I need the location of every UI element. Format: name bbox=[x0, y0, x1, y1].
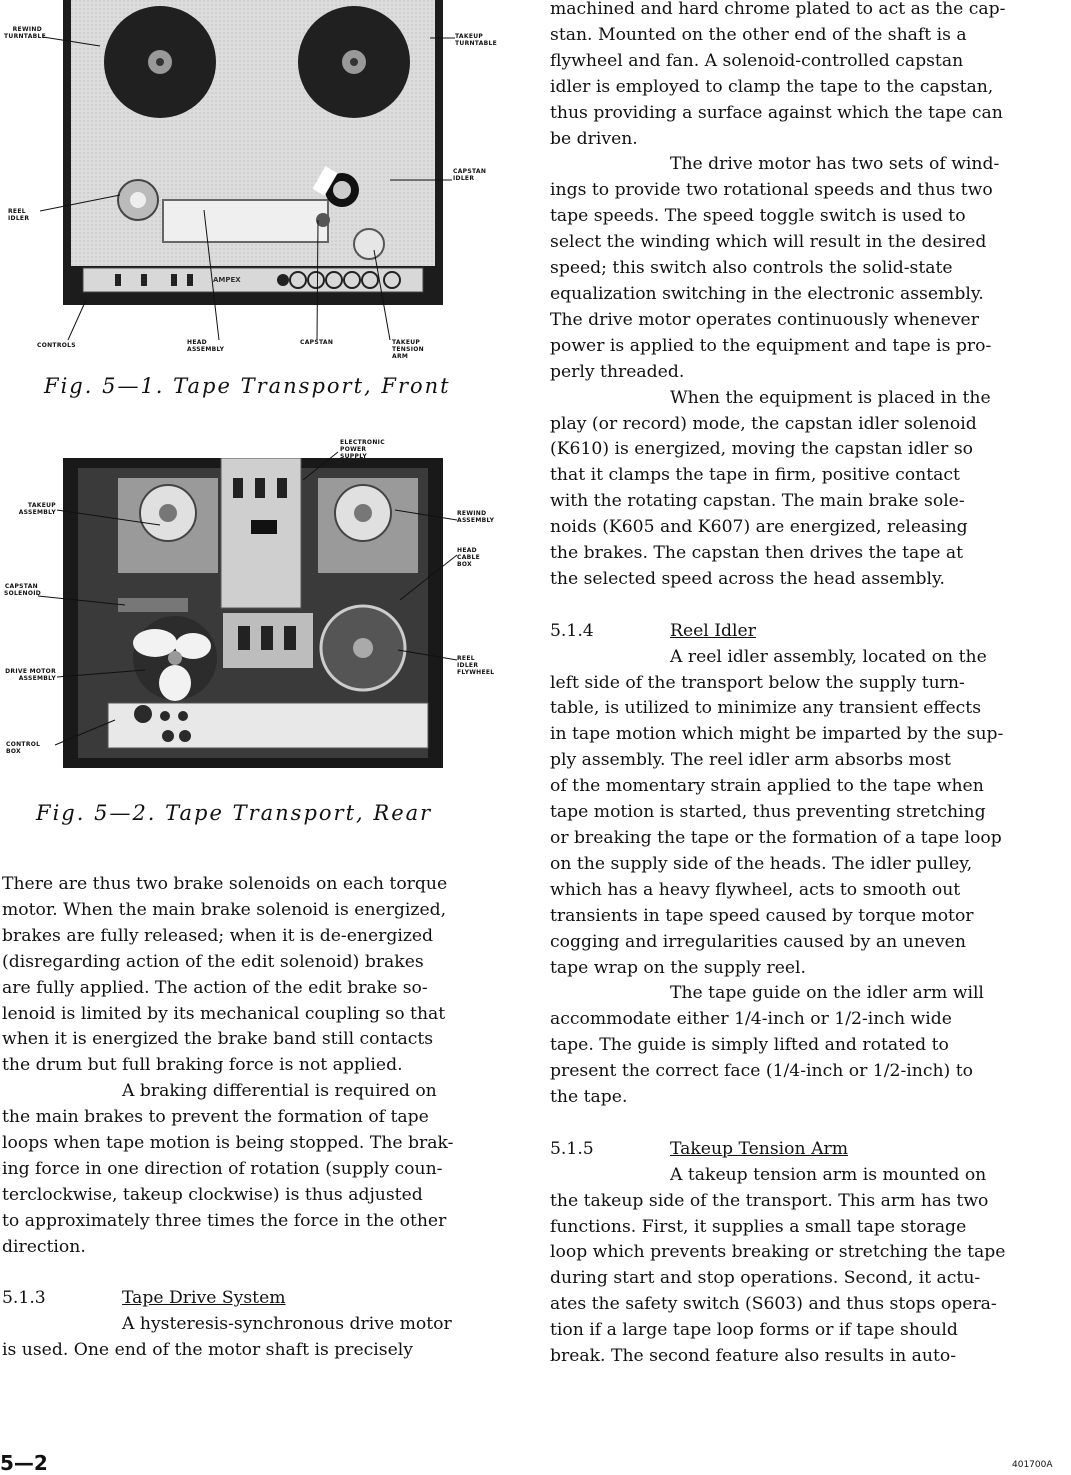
front-illustration bbox=[63, 0, 443, 305]
label-head-cable-box: HEAD CABLE BOX bbox=[457, 547, 481, 568]
document-number: 401700A bbox=[1012, 1460, 1053, 1470]
text-line: the takeup side of the transport. This arm has two bbox=[550, 1190, 989, 1211]
text-line: tape. The guide is simply lifted and rotated to bbox=[550, 1035, 949, 1056]
label-control-box: CONTROL BOX bbox=[6, 741, 41, 755]
text-line: thus providing a surface against which the tape can bbox=[550, 102, 1003, 123]
section-number: 5.1.5 bbox=[550, 1138, 594, 1159]
label-capstan-idler: CAPSTAN IDLER bbox=[453, 168, 487, 182]
label-drive-motor-assembly: DRIVE MOTOR ASSEMBLY bbox=[5, 668, 56, 682]
text-line: idler is employed to clamp the tape to the capstan, bbox=[550, 76, 994, 97]
text-line: the tape. bbox=[550, 1087, 628, 1108]
text-line: ing force in one direction of rotation (supply coun- bbox=[2, 1158, 443, 1179]
text-line: are fully applied. The action of the edit brake so- bbox=[2, 977, 428, 998]
text-line: or breaking the tape or the formation of a tape loop bbox=[550, 827, 1002, 848]
text-line: noids (K605 and K607) are energized, releasing bbox=[550, 517, 968, 538]
figure-rear-caption: Fig. 5—2. Tape Transport, Rear bbox=[36, 801, 433, 825]
text-line: break. The second feature also results in auto- bbox=[550, 1346, 957, 1367]
text-line: functions. First, it supplies a small tape storage bbox=[550, 1216, 967, 1237]
label-takeup-assembly: TAKEUP ASSEMBLY bbox=[18, 502, 56, 516]
label-rewind-turntable: REWIND TURNTABLE bbox=[4, 26, 47, 40]
label-head-assembly: HEAD ASSEMBLY bbox=[187, 339, 225, 353]
label-controls: CONTROLS bbox=[37, 342, 76, 349]
text-line: the selected speed across the head assembly. bbox=[550, 568, 945, 589]
text-line: left side of the transport below the supply turn- bbox=[550, 672, 965, 693]
section-heading-5-1-5 bbox=[550, 1137, 1006, 1163]
text-line: terclockwise, takeup clockwise) is thus adjusted bbox=[2, 1184, 423, 1205]
figure-front-caption: Fig. 5—1. Tape Transport, Front bbox=[44, 374, 451, 398]
section-title: Reel Idler bbox=[670, 620, 756, 641]
text-line: during start and stop operations. Second, it actu- bbox=[550, 1268, 981, 1289]
text-line: (K610) is energized, moving the capstan idler so bbox=[550, 439, 973, 460]
text-line: ates the safety switch (S603) and thus stops opera- bbox=[550, 1294, 997, 1315]
text-line: When the equipment is placed in the bbox=[670, 387, 991, 408]
label-electronic-power-supply: ELECTRONIC POWER SUPPLY bbox=[340, 439, 385, 460]
rear-illustration bbox=[63, 458, 443, 768]
section-title: Tape Drive System bbox=[122, 1288, 286, 1309]
text-line: tape motion is started, thus preventing stretching bbox=[550, 802, 986, 823]
text-line: table, is utilized to minimize any transient effects bbox=[550, 698, 982, 719]
text-line: A hysteresis-synchronous drive motor bbox=[122, 1314, 452, 1335]
label-rewind-assembly: REWIND ASSEMBLY bbox=[457, 510, 495, 524]
photo-tape-transport-front bbox=[63, 0, 443, 305]
text-line: There are thus two brake solenoids on each torque bbox=[2, 874, 448, 894]
text-line: be driven. bbox=[550, 128, 638, 149]
text-line: speed; this switch also controls the solid-state bbox=[550, 258, 953, 279]
text-line: A braking differential is required on bbox=[122, 1081, 437, 1102]
text-line: to approximately three times the force in the other bbox=[2, 1210, 447, 1231]
text-line: when it is energized the brake band still contacts bbox=[2, 1029, 434, 1050]
text-line: lenoid is limited by its mechanical coupling so that bbox=[2, 1003, 446, 1024]
text-line: accommodate either 1/4-inch or 1/2-inch wide bbox=[550, 1009, 952, 1030]
text-line: ings to provide two rotational speeds and thus two bbox=[550, 180, 993, 201]
section-heading-5-1-4 bbox=[550, 619, 1006, 645]
text-line: tion if a large tape loop forms or if tape should bbox=[550, 1320, 958, 1341]
text-line: tape speeds. The speed toggle switch is used to bbox=[550, 206, 966, 227]
text-line: A reel idler assembly, located on the bbox=[670, 646, 987, 667]
text-line: loops when tape motion is being stopped. The brak- bbox=[2, 1133, 454, 1154]
section-number: 5.1.4 bbox=[550, 620, 594, 641]
text-line: play (or record) mode, the capstan idler solenoid bbox=[550, 413, 977, 434]
label-capstan-solenoid: CAPSTAN SOLENOID bbox=[4, 583, 42, 597]
label-takeup-turntable: TAKEUP TURNTABLE bbox=[455, 33, 498, 47]
text-line: direction. bbox=[2, 1236, 86, 1257]
text-line: stan. Mounted on the other end of the shaft is a bbox=[550, 24, 967, 45]
label-reel-idler: REEL IDLER bbox=[8, 208, 30, 222]
text-line: of the momentary strain applied to the tape when bbox=[550, 776, 984, 797]
text-line: machined and hard chrome plated to act as the cap- bbox=[550, 0, 1006, 19]
text-line: with the rotating capstan. The main brake sole- bbox=[550, 491, 965, 512]
right-column bbox=[550, 0, 1006, 1370]
text-line: (disregarding action of the edit solenoid) brakes bbox=[2, 951, 424, 972]
text-line: on the supply side of the heads. The idler pulley, bbox=[550, 853, 973, 874]
text-line: in tape motion which might be imparted by the sup- bbox=[550, 724, 1004, 745]
text-line: transients in tape speed caused by torque motor bbox=[550, 905, 974, 926]
brand-logo: AMPEX bbox=[213, 276, 241, 284]
text-line: present the correct face (1/4-inch or 1/2-inch) to bbox=[550, 1061, 973, 1082]
text-line: select the winding which will result in the desired bbox=[550, 232, 987, 253]
text-line: power is applied to the equipment and tape is pro- bbox=[550, 335, 992, 356]
text-line: The drive motor operates continuously whenever bbox=[550, 309, 979, 330]
text-line: the brakes. The capstan then drives the tape at bbox=[550, 543, 964, 564]
text-line: The tape guide on the idler arm will bbox=[670, 983, 984, 1004]
section-title: Takeup Tension Arm bbox=[670, 1138, 848, 1159]
text-line: ply assembly. The reel idler arm absorbs most bbox=[550, 750, 951, 771]
label-capstan: CAPSTAN bbox=[300, 339, 334, 346]
left-column bbox=[2, 872, 453, 1364]
text-line: A takeup tension arm is mounted on bbox=[670, 1164, 987, 1185]
text-line: The drive motor has two sets of wind- bbox=[670, 154, 1000, 175]
text-line: which has a heavy flywheel, acts to smooth out bbox=[550, 879, 961, 900]
label-reel-idler-flywheel: REEL IDLER FLYWHEEL bbox=[457, 655, 495, 676]
text-line: loop which prevents breaking or stretching the tape bbox=[550, 1242, 1006, 1263]
text-line: cogging and irregularities caused by an uneven bbox=[550, 931, 966, 952]
page-number: 5—2 bbox=[0, 1451, 48, 1475]
text-line: flywheel and fan. A solenoid-controlled capstan bbox=[550, 50, 964, 71]
text-line: the main brakes to prevent the formation of tape bbox=[2, 1107, 429, 1128]
text-line: is used. One end of the motor shaft is precisely bbox=[2, 1340, 413, 1361]
section-number: 5.1.3 bbox=[2, 1288, 46, 1309]
text-line: equalization switching in the electronic assembly. bbox=[550, 283, 984, 304]
section-heading-5-1-3 bbox=[2, 1286, 453, 1312]
label-takeup-tension-arm: TAKEUP TENSION ARM bbox=[392, 339, 424, 360]
text-line: perly threaded. bbox=[550, 361, 685, 382]
text-line: that it clamps the tape in firm, positive contact bbox=[550, 465, 960, 486]
text-line: tape wrap on the supply reel. bbox=[550, 957, 807, 978]
text-line: brakes are fully released; when it is de-energized bbox=[2, 925, 434, 946]
text-line: motor. When the main brake solenoid is energized, bbox=[2, 899, 447, 920]
photo-tape-transport-rear bbox=[63, 458, 443, 768]
text-line: the drum but full braking force is not applied. bbox=[2, 1055, 403, 1076]
